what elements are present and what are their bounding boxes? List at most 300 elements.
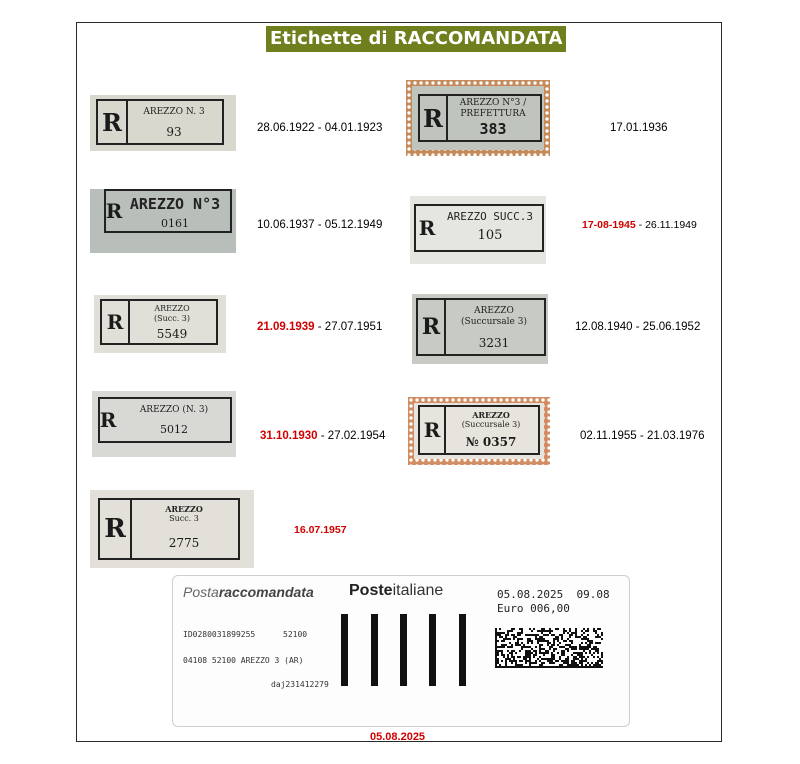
- matrix-cell: [575, 628, 577, 630]
- matrix-cell: [541, 666, 543, 668]
- matrix-cell: [597, 648, 599, 650]
- matrix-cell: [495, 652, 497, 654]
- matrix-cell: [537, 630, 539, 632]
- matrix-cell: [497, 658, 499, 660]
- matrix-cell: [601, 634, 603, 636]
- label-9: [84, 484, 260, 574]
- matrix-cell: [535, 638, 537, 640]
- office-subtitle: (Succursale 3): [461, 420, 521, 429]
- matrix-cell: [527, 656, 529, 658]
- barcode-bar: [429, 614, 436, 686]
- matrix-cell: [599, 658, 601, 660]
- matrix-cell: [509, 642, 511, 644]
- matrix-cell: [517, 642, 519, 644]
- matrix-cell: [549, 630, 551, 632]
- matrix-cell: [593, 628, 595, 630]
- matrix-cell: [555, 648, 557, 650]
- matrix-cell: [511, 660, 513, 662]
- matrix-cell: [541, 648, 543, 650]
- matrix-cell: [599, 664, 601, 666]
- matrix-cell: [517, 632, 519, 634]
- label-1: [84, 89, 242, 157]
- matrix-cell: [529, 654, 531, 656]
- matrix-cell: [589, 650, 591, 652]
- matrix-cell: [567, 644, 569, 646]
- matrix-cell: [557, 636, 559, 638]
- matrix-cell: [527, 660, 529, 662]
- matrix-cell: [539, 660, 541, 662]
- matrix-cell: [579, 644, 581, 646]
- matrix-cell: [567, 658, 569, 660]
- matrix-cell: [587, 644, 589, 646]
- matrix-cell: [581, 658, 583, 660]
- matrix-cell: [599, 636, 601, 638]
- matrix-cell: [541, 658, 543, 660]
- matrix-cell: [589, 642, 591, 644]
- matrix-cell: [585, 646, 587, 648]
- matrix-cell: [553, 638, 555, 640]
- date-range-4: [582, 219, 697, 231]
- matrix-cell: [521, 664, 523, 666]
- matrix-cell: [575, 666, 577, 668]
- matrix-cell: [521, 638, 523, 640]
- matrix-cell: [559, 646, 561, 648]
- matrix-cell: [559, 664, 561, 666]
- matrix-cell: [507, 666, 509, 668]
- label-number: № 0357: [465, 435, 517, 449]
- date-range-5: [257, 321, 382, 333]
- matrix-cell: [525, 656, 527, 658]
- matrix-cell: [529, 652, 531, 654]
- matrix-cell: [557, 640, 559, 642]
- page-title: Etichette di RACCOMANDATA: [266, 26, 566, 52]
- matrix-cell: [535, 646, 537, 648]
- matrix-cell: [539, 656, 541, 658]
- matrix-cell: [565, 662, 567, 664]
- matrix-cell: [587, 640, 589, 642]
- date-range-9: [294, 524, 347, 536]
- matrix-cell: [503, 656, 505, 658]
- matrix-cell: [581, 654, 583, 656]
- matrix-cell: [499, 664, 501, 666]
- matrix-cell: [505, 660, 507, 662]
- matrix-cell: [561, 654, 563, 656]
- matrix-cell: [497, 640, 499, 642]
- r-mark: R: [418, 216, 436, 240]
- matrix-cell: [525, 634, 527, 636]
- matrix-cell: [595, 642, 597, 644]
- matrix-cell: [587, 638, 589, 640]
- matrix-cell: [533, 634, 535, 636]
- matrix-cell: [601, 638, 603, 640]
- matrix-cell: [509, 638, 511, 640]
- date-end: 25.06.1952: [642, 321, 701, 333]
- matrix-cell: [541, 652, 543, 654]
- matrix-cell: [583, 628, 585, 630]
- matrix-cell: [595, 666, 597, 668]
- matrix-cell: [587, 662, 589, 664]
- matrix-cell: [579, 652, 581, 654]
- barcode-bar: [459, 614, 466, 686]
- matrix-cell: [573, 648, 575, 650]
- matrix-cell: [549, 648, 551, 650]
- matrix-cell: [555, 638, 557, 640]
- matrix-cell: [537, 642, 539, 644]
- matrix-cell: [523, 666, 525, 668]
- matrix-cell: [593, 652, 595, 654]
- office-name: AREZZO N. 3: [143, 107, 205, 117]
- date-sep: -: [317, 430, 328, 442]
- matrix-cell: [581, 634, 583, 636]
- matrix-cell: [507, 654, 509, 656]
- matrix-cell: [523, 658, 525, 660]
- r-mark: R: [105, 199, 123, 223]
- matrix-cell: [581, 638, 583, 640]
- matrix-cell: [561, 636, 563, 638]
- matrix-cell: [541, 638, 543, 640]
- matrix-cell: [601, 654, 603, 656]
- matrix-cell: [597, 652, 599, 654]
- matrix-cell: [533, 656, 535, 658]
- matrix-cell: [601, 662, 603, 664]
- receipt-code: daj231412279: [271, 680, 329, 689]
- matrix-cell: [547, 666, 549, 668]
- matrix-cell: [531, 652, 533, 654]
- matrix-cell: [539, 638, 541, 640]
- matrix-cell: [551, 630, 553, 632]
- matrix-cell: [595, 646, 597, 648]
- matrix-cell: [527, 642, 529, 644]
- matrix-cell: [581, 662, 583, 664]
- matrix-cell: [561, 660, 563, 662]
- matrix-cell: [591, 666, 593, 668]
- matrix-cell: [583, 660, 585, 662]
- matrix-cell: [525, 666, 527, 668]
- matrix-cell: [515, 664, 517, 666]
- matrix-cell: [563, 652, 565, 654]
- matrix-cell: [495, 636, 497, 638]
- matrix-cell: [529, 660, 531, 662]
- matrix-cell: [503, 666, 505, 668]
- matrix-cell: [495, 630, 497, 632]
- date-start: 28.06.1922: [257, 122, 315, 134]
- matrix-cell: [531, 648, 533, 650]
- matrix-cell: [547, 634, 549, 636]
- matrix-cell: [495, 648, 497, 650]
- matrix-cell: [499, 636, 501, 638]
- date-end: 21.03.1976: [646, 430, 705, 442]
- matrix-cell: [549, 666, 551, 668]
- matrix-cell: [583, 632, 585, 634]
- matrix-cell: [547, 652, 549, 654]
- matrix-cell: [577, 652, 579, 654]
- matrix-cell: [507, 638, 509, 640]
- matrix-cell: [551, 646, 553, 648]
- date-start: 12.08.1940: [575, 321, 633, 333]
- matrix-cell: [543, 640, 545, 642]
- matrix-cell: [541, 664, 543, 666]
- matrix-cell: [545, 630, 547, 632]
- matrix-cell: [569, 636, 571, 638]
- matrix-cell: [511, 650, 513, 652]
- matrix-cell: [569, 646, 571, 648]
- r-mark: R: [418, 300, 446, 354]
- matrix-cell: [563, 628, 565, 630]
- matrix-cell: [499, 632, 501, 634]
- matrix-cell: [595, 632, 597, 634]
- matrix-cell: [553, 666, 555, 668]
- matrix-cell: [573, 652, 575, 654]
- matrix-cell: [561, 650, 563, 652]
- matrix-cell: [503, 646, 505, 648]
- matrix-cell: [529, 664, 531, 666]
- matrix-cell: [529, 634, 531, 636]
- matrix-cell: [559, 656, 561, 658]
- matrix-cell: [551, 666, 553, 668]
- matrix-cell: [583, 638, 585, 640]
- matrix-cell: [495, 660, 497, 662]
- matrix-cell: [495, 638, 497, 640]
- matrix-cell: [507, 650, 509, 652]
- matrix-cell: [575, 634, 577, 636]
- date-single: 16.07.1957: [294, 524, 347, 536]
- matrix-cell: [501, 650, 503, 652]
- matrix-cell: [571, 646, 573, 648]
- matrix-cell: [539, 650, 541, 652]
- matrix-cell: [535, 652, 537, 654]
- matrix-cell: [531, 640, 533, 642]
- matrix-cell: [549, 632, 551, 634]
- matrix-cell: [597, 666, 599, 668]
- matrix-cell: [549, 628, 551, 630]
- matrix-cell: [523, 646, 525, 648]
- matrix-cell: [571, 634, 573, 636]
- matrix-cell: [547, 640, 549, 642]
- matrix-cell: [495, 656, 497, 658]
- matrix-cell: [601, 652, 603, 654]
- matrix-cell: [589, 646, 591, 648]
- matrix-cell: [541, 632, 543, 634]
- date-start: 02.11.1955: [580, 430, 637, 442]
- matrix-cell: [531, 630, 533, 632]
- matrix-cell: [519, 634, 521, 636]
- brand-postaraccomandata: [183, 584, 314, 600]
- matrix-cell: [519, 666, 521, 668]
- matrix-cell: [553, 648, 555, 650]
- matrix-cell: [497, 660, 499, 662]
- label-6: [406, 288, 554, 370]
- matrix-cell: [519, 628, 521, 630]
- matrix-cell: [551, 662, 553, 664]
- matrix-cell: [535, 654, 537, 656]
- matrix-cell: [511, 634, 513, 636]
- matrix-cell: [585, 666, 587, 668]
- matrix-cell: [551, 634, 553, 636]
- matrix-cell: [521, 628, 523, 630]
- matrix-cell: [591, 648, 593, 650]
- matrix-cell: [505, 636, 507, 638]
- matrix-cell: [503, 638, 505, 640]
- matrix-cell: [531, 662, 533, 664]
- matrix-cell: [511, 654, 513, 656]
- matrix-cell: [519, 650, 521, 652]
- matrix-cell: [573, 660, 575, 662]
- matrix-cell: [521, 642, 523, 644]
- matrix-cell: [515, 662, 517, 664]
- matrix-cell: [521, 666, 523, 668]
- office-name: AREZZO: [472, 410, 510, 420]
- matrix-cell: [495, 664, 497, 666]
- matrix-cell: [519, 632, 521, 634]
- brand-bold: raccomandata: [218, 584, 314, 600]
- receipt-amount: Euro 006,00: [497, 602, 570, 615]
- matrix-cell: [577, 664, 579, 666]
- matrix-cell: [515, 652, 517, 654]
- matrix-cell: [529, 628, 531, 630]
- matrix-cell: [513, 636, 515, 638]
- matrix-cell: [557, 628, 559, 630]
- matrix-cell: [565, 648, 567, 650]
- matrix-cell: [585, 638, 587, 640]
- datamatrix-code: [495, 628, 603, 668]
- matrix-cell: [573, 632, 575, 634]
- matrix-cell: [587, 634, 589, 636]
- matrix-cell: [567, 650, 569, 652]
- receipt-id: ID0280031899255: [183, 630, 256, 639]
- office-name: AREZZO N°3: [129, 195, 221, 213]
- matrix-cell: [519, 644, 521, 646]
- matrix-cell: [535, 650, 537, 652]
- matrix-cell: [563, 660, 565, 662]
- matrix-cell: [573, 664, 575, 666]
- matrix-cell: [511, 666, 513, 668]
- matrix-cell: [543, 652, 545, 654]
- matrix-cell: [535, 636, 537, 638]
- matrix-cell: [581, 666, 583, 668]
- matrix-cell: [523, 656, 525, 658]
- matrix-cell: [497, 632, 499, 634]
- matrix-cell: [577, 666, 579, 668]
- matrix-cell: [521, 648, 523, 650]
- matrix-cell: [505, 666, 507, 668]
- matrix-cell: [511, 656, 513, 658]
- r-mark: R: [420, 407, 446, 453]
- matrix-cell: [559, 634, 561, 636]
- matrix-cell: [495, 632, 497, 634]
- matrix-cell: [575, 662, 577, 664]
- matrix-cell: [553, 654, 555, 656]
- matrix-cell: [509, 630, 511, 632]
- poste-light: italiane: [392, 582, 444, 599]
- matrix-cell: [553, 634, 555, 636]
- matrix-cell: [561, 638, 563, 640]
- date-start: 10.06.1937: [257, 219, 315, 231]
- matrix-cell: [571, 648, 573, 650]
- matrix-cell: [591, 642, 593, 644]
- matrix-cell: [503, 640, 505, 642]
- matrix-cell: [543, 628, 545, 630]
- matrix-cell: [509, 646, 511, 648]
- matrix-cell: [497, 666, 499, 668]
- matrix-cell: [599, 666, 601, 668]
- matrix-cell: [539, 644, 541, 646]
- matrix-cell: [523, 644, 525, 646]
- matrix-cell: [543, 638, 545, 640]
- matrix-cell: [553, 642, 555, 644]
- date-end: 26.11.1949: [645, 219, 697, 231]
- matrix-cell: [585, 664, 587, 666]
- matrix-cell: [503, 654, 505, 656]
- matrix-cell: [525, 650, 527, 652]
- barcode-bar: [341, 614, 348, 686]
- matrix-cell: [495, 666, 497, 668]
- matrix-cell: [501, 654, 503, 656]
- office-name: AREZZO N°3 / PREFETTURA: [459, 98, 527, 119]
- label-5: [88, 289, 232, 359]
- matrix-cell: [545, 652, 547, 654]
- matrix-cell: [593, 630, 595, 632]
- matrix-cell: [593, 648, 595, 650]
- matrix-cell: [579, 666, 581, 668]
- matrix-cell: [521, 660, 523, 662]
- matrix-cell: [575, 658, 577, 660]
- matrix-cell: [587, 648, 589, 650]
- matrix-cell: [569, 628, 571, 630]
- matrix-cell: [511, 652, 513, 654]
- matrix-cell: [497, 650, 499, 652]
- matrix-cell: [561, 664, 563, 666]
- matrix-cell: [509, 652, 511, 654]
- matrix-cell: [555, 666, 557, 668]
- matrix-cell: [583, 648, 585, 650]
- matrix-cell: [533, 654, 535, 656]
- matrix-cell: [555, 636, 557, 638]
- matrix-cell: [545, 650, 547, 652]
- matrix-cell: [563, 666, 565, 668]
- matrix-cell: [541, 630, 543, 632]
- matrix-cell: [495, 640, 497, 642]
- matrix-cell: [529, 658, 531, 660]
- office-name: AREZZO: [154, 304, 190, 313]
- barcode-bar: [371, 614, 378, 686]
- matrix-cell: [543, 630, 545, 632]
- matrix-cell: [563, 646, 565, 648]
- matrix-cell: [571, 654, 573, 656]
- matrix-cell: [563, 630, 565, 632]
- r-mark: R: [98, 101, 128, 143]
- r-mark: R: [100, 500, 132, 558]
- matrix-cell: [521, 630, 523, 632]
- matrix-cell: [539, 666, 541, 668]
- matrix-cell: [533, 650, 535, 652]
- matrix-cell: [517, 656, 519, 658]
- matrix-cell: [593, 664, 595, 666]
- matrix-cell: [495, 650, 497, 652]
- matrix-cell: [525, 662, 527, 664]
- matrix-cell: [567, 632, 569, 634]
- matrix-cell: [579, 646, 581, 648]
- matrix-cell: [529, 666, 531, 668]
- matrix-cell: [527, 634, 529, 636]
- matrix-cell: [535, 666, 537, 668]
- matrix-cell: [501, 646, 503, 648]
- matrix-cell: [587, 656, 589, 658]
- matrix-cell: [587, 628, 589, 630]
- matrix-cell: [515, 666, 517, 668]
- date-start: 21.09.1939: [257, 321, 315, 333]
- matrix-cell: [507, 646, 509, 648]
- date-end: 27.07.1951: [324, 321, 383, 333]
